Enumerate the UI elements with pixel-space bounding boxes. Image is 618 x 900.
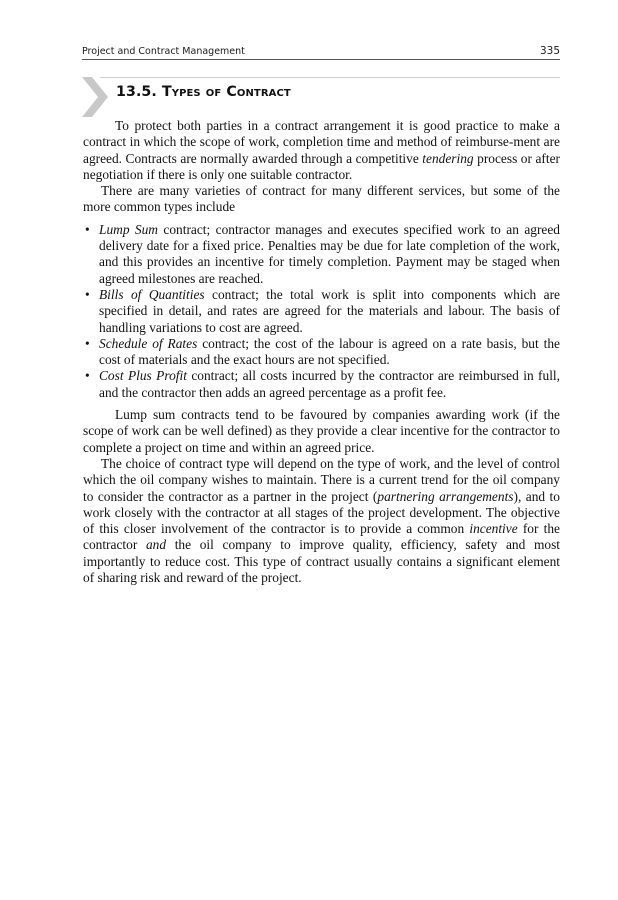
list-item-text: contract; the total work is split into components which are specified in detail, and rates are agreed for the materials and labour. The basis of handling variations to cost are agreed.: [99, 286, 560, 335]
list-item: [83, 368, 560, 401]
paragraph-part: for the contractor: [83, 521, 560, 553]
paragraph-part: ), and to work closely with the contractor at all stages of the project development. The objective of this closer involvement of the contractor is to provide a common: [83, 488, 560, 537]
paragraph-lump-sum: Lump sum contracts tend to be favoured by companies awarding work (if the scope of work can be well defined) as they provide a clear incentive for the contractor to complete a project on time and within an agreed price.: [83, 407, 560, 455]
paragraph-intro-part: To protect both parties in a contract arrangement it is good practice to make a contract in which the scope of work, completion time and method of reimburse-ment are agreed. Contracts are normally awarded through a competitive: [83, 118, 560, 166]
term-tendering: tendering: [422, 150, 474, 166]
bullet-icon: •: [85, 221, 90, 237]
bullet-icon: •: [85, 335, 90, 351]
paragraph-part: the oil company to improve quality, efficiency, safety and most importantly to reduce cost. This type of contract usually contains a significant element of sharing risk and reward of the project.: [83, 537, 560, 586]
bullet-icon: •: [85, 286, 90, 302]
contract-types-list: [83, 222, 560, 401]
section-number: 13.5.: [116, 84, 157, 100]
running-title: Project and Contract Management: [82, 46, 245, 57]
body-text: [83, 118, 560, 586]
page-number: 335: [539, 45, 560, 57]
section-heading: [116, 84, 291, 100]
list-item: [83, 222, 560, 287]
section-rule: [100, 77, 560, 78]
list-item-text: contract; the cost of the labour is agreed on a rate basis, but the cost of materials and the exact hours are not specified.: [99, 335, 560, 368]
paragraph-intro: [83, 118, 560, 183]
chevron-arrow-icon: [82, 77, 108, 117]
list-item-term: Cost Plus Profit: [99, 368, 187, 384]
list-item-term: Lump Sum: [99, 221, 158, 237]
list-item: [83, 336, 560, 369]
paragraph-part: The choice of contract type will depend on the type of work, and the level of control which the oil company wishes to maintain. There is a current trend for the oil company to consider the contractor as a partner in the project (: [83, 455, 560, 504]
paragraph-intro-part: process or after negotiation if there is only one suitable contractor.: [83, 150, 560, 182]
paragraph-varieties: There are many varieties of contract for many different services, but some of the more common types include: [83, 183, 560, 215]
bullet-icon: •: [85, 368, 90, 384]
running-header: [82, 40, 560, 60]
term-incentive: incentive: [469, 521, 518, 537]
list-item-term: Bills of Quantities: [99, 286, 205, 302]
paragraph-contract-choice: [83, 456, 560, 586]
list-item-text: contract; all costs incurred by the contractor are reimbursed in full, and the contractor then adds an agreed percentage as a profit fee.: [99, 368, 560, 400]
term-and: and: [145, 537, 167, 553]
list-item-term: Schedule of Rates: [99, 335, 198, 351]
list-item: [83, 287, 560, 336]
section-title-text: Types of Contract: [161, 84, 291, 100]
list-item-text: contract; contractor manages and executes specified work to an agreed delivery date for a fixed price. Penalties may be due for late completion of the work, and this provides an incentive for timely completion. Payment may be staged when agreed milestones are reached.: [99, 221, 560, 286]
term-partnering: partnering arrangements: [377, 488, 514, 504]
